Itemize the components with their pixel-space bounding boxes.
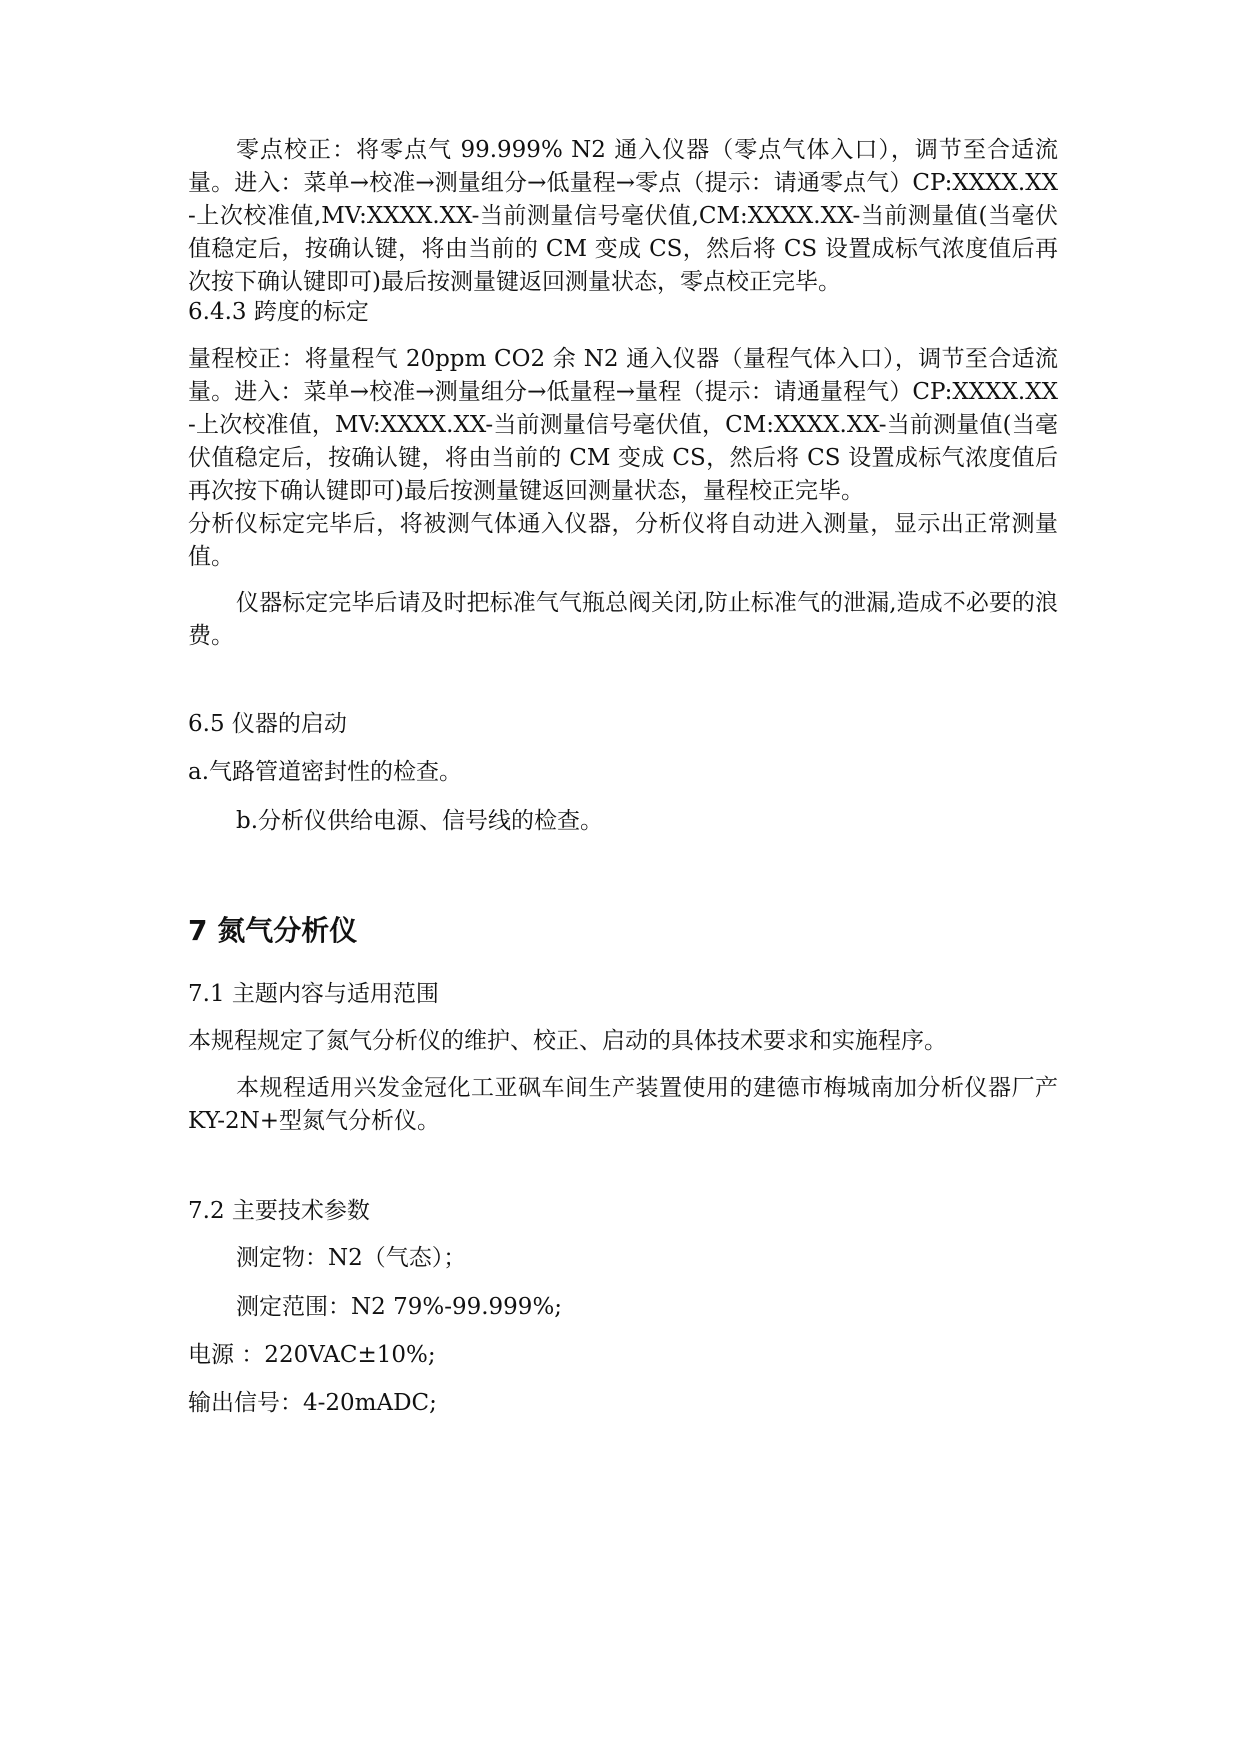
scope-paragraph-2: 本规程适用兴发金冠化工亚砜车间生产装置使用的建德市梅城南加分析仪器厂产 KY-2N+型氮气分析仪。 — [188, 1075, 1058, 1134]
heading-6-4-3: 6.4.3 跨度的标定 — [188, 299, 369, 325]
item-a: a.气路管道密封性的检查。 — [188, 759, 463, 785]
scope-paragraph-1: 本规程规定了氮气分析仪的维护、校正、启动的具体技术要求和实施程序。 — [188, 1028, 947, 1054]
span-calibration-paragraph: 量程校正：将量程气 20ppm CO2 余 N2 通入仪器（量程气体入口），调节至合适流量。进入：菜单→校准→测量组分→低量程→量程（提示：请通量程气）CP:XXXX.XX-上次校准值，MV:XXXX.XX-当前测量信号毫伏值，CM:XXXX.XX-当前测量值(当毫伏值稳定后，按确认键，将由当前的 CM 变成 CS，然后将 CS 设置成标气浓度值后再次按下确认键即可)最后按测量键返回测量状态，量程校正完毕。 — [188, 346, 1058, 504]
heading-7-1: 7.1 主题内容与适用范围 — [188, 981, 439, 1007]
after-calibration-paragraph: 分析仪标定完毕后，将被测气体通入仪器，分析仪将自动进入测量，显示出正常测量值。 — [188, 511, 1058, 570]
param-measured-object: 测定物：N2（气态）； — [236, 1245, 467, 1271]
close-valve-paragraph: 仪器标定完毕后请及时把标准气气瓶总阀关闭,防止标准气的泄漏,造成不必要的浪费。 — [188, 590, 1058, 649]
document-page — [188, 0, 1058, 1754]
zero-calibration-paragraph: 零点校正：将零点气 99.999% N2 通入仪器（零点气体入口），调节至合适流量。进入：菜单→校准→测量组分→低量程→零点（提示：请通零点气）CP:XXXX.XX-上次校准值,MV:XXXX.XX-当前测量信号毫伏值,CM:XXXX.XX-当前测量值(当毫伏值稳定后，按确认键，将由当前的 CM 变成 CS，然后将 CS 设置成标气浓度值后再次按下确认键即可)最后按测量键返回测量状态，零点校正完毕。 — [188, 137, 1058, 295]
heading-7-2: 7.2 主要技术参数 — [188, 1198, 370, 1224]
param-power: 电源 ：220VAC±10%; — [188, 1342, 436, 1368]
param-measured-range: 测定范围：N2 79%-99.999%; — [236, 1294, 563, 1320]
param-output: 输出信号：4-20mADC; — [188, 1390, 437, 1416]
item-b: b.分析仪供给电源、信号线的检查。 — [236, 808, 604, 834]
heading-7: 7 氮气分析仪 — [188, 914, 358, 947]
heading-6-5: 6.5 仪器的启动 — [188, 711, 347, 737]
